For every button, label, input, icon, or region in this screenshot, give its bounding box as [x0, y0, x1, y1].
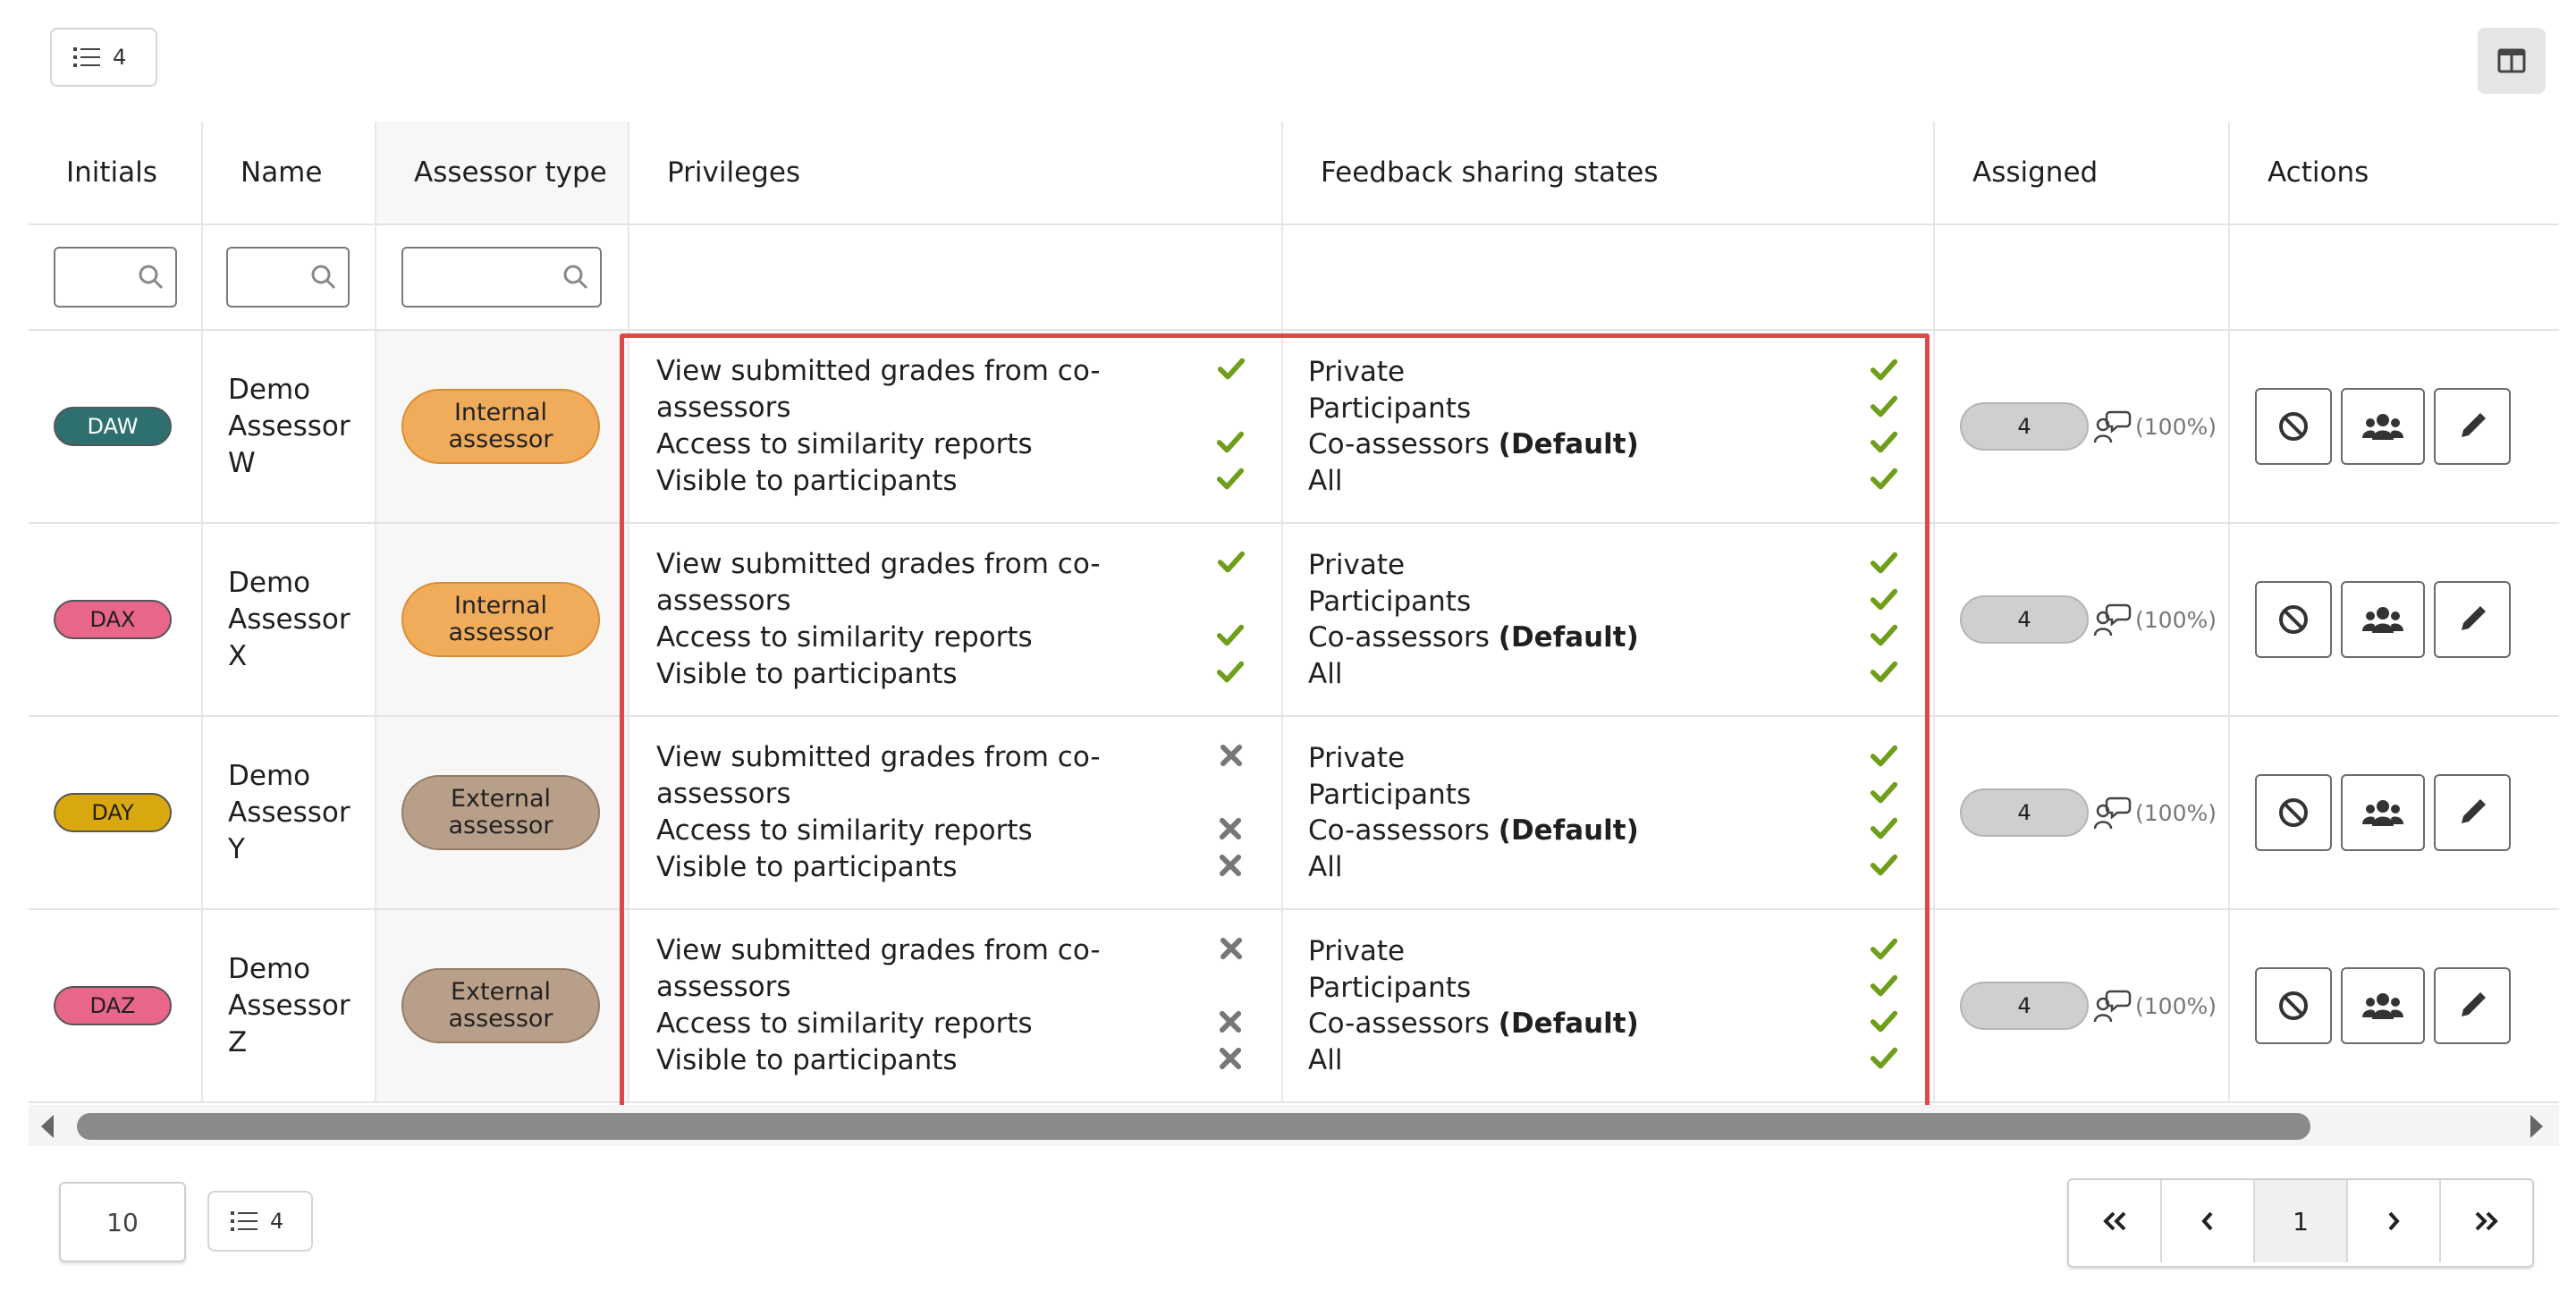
- col-header-assessor-type[interactable]: Assessor type: [376, 122, 629, 224]
- next-page-button[interactable]: [2348, 1180, 2441, 1262]
- assessor-name: Demo Assessor W: [228, 373, 351, 479]
- feedback-person-icon: [2092, 602, 2132, 637]
- search-icon: [138, 264, 165, 291]
- privilege-item: View submitted grades from co-assessors: [656, 932, 1246, 1006]
- assigned-count[interactable]: 4: [1960, 788, 2089, 837]
- double-chevron-left-icon: [2101, 1210, 2128, 1232]
- sharing-state-item: All: [1308, 656, 1900, 693]
- assessor-type-badge: Internal assessor: [401, 389, 600, 464]
- edit-button[interactable]: [2434, 388, 2511, 465]
- row-count-badge-top[interactable]: [50, 28, 157, 87]
- first-page-button[interactable]: [2069, 1180, 2162, 1262]
- assessor-name: Demo Assessor X: [228, 566, 351, 672]
- name-filter-input[interactable]: [226, 247, 350, 308]
- double-chevron-right-icon: [2473, 1210, 2500, 1232]
- sharing-state-item: Participants: [1308, 391, 1900, 427]
- manage-participants-button[interactable]: [2341, 581, 2425, 658]
- privilege-item: Access to similarity reports: [656, 813, 1246, 849]
- last-page-button[interactable]: [2441, 1180, 2532, 1262]
- assigned-count[interactable]: 4: [1960, 595, 2089, 644]
- row-count-text: 4: [270, 1209, 284, 1234]
- sharing-state-item: Participants: [1308, 970, 1900, 1007]
- col-header-actions[interactable]: Actions: [2229, 122, 2559, 224]
- assigned-percent: (100%): [2135, 413, 2217, 440]
- privilege-item: View submitted grades from co-assessors: [656, 353, 1246, 426]
- highlight-frame: [620, 333, 1930, 1118]
- chevron-left-icon: [2200, 1210, 2216, 1232]
- pencil-icon: [2456, 990, 2488, 1022]
- sharing-state-item: Private: [1308, 933, 1900, 970]
- assessor-name: Demo Assessor Y: [228, 759, 351, 865]
- assigned-count[interactable]: 4: [1960, 982, 2089, 1030]
- list-icon: [73, 46, 100, 69]
- ban-icon: [2276, 603, 2310, 637]
- feedback-person-icon: [2092, 409, 2132, 444]
- edit-button[interactable]: [2434, 774, 2511, 851]
- sharing-state-item: Participants: [1308, 777, 1900, 814]
- sharing-state-item: Private: [1308, 740, 1900, 777]
- privilege-item: Access to similarity reports: [656, 1006, 1246, 1042]
- users-icon: [2362, 991, 2403, 1021]
- initials-badge: DAX: [54, 600, 172, 639]
- privilege-item: Visible to participants: [656, 656, 1246, 693]
- assessor-type-badge: External assessor: [401, 775, 600, 850]
- ban-icon: [2276, 796, 2310, 830]
- initials-badge: DAZ: [54, 986, 172, 1025]
- assessor-type-filter-input[interactable]: [401, 247, 602, 308]
- scroll-left-icon[interactable]: [39, 1113, 57, 1140]
- pencil-icon: [2456, 410, 2488, 443]
- sharing-state-item: All: [1308, 849, 1900, 886]
- users-icon: [2362, 411, 2403, 442]
- edit-button[interactable]: [2434, 581, 2511, 658]
- row-count-badge-bottom[interactable]: [207, 1191, 313, 1252]
- horizontal-scrollbar-thumb[interactable]: [77, 1113, 2310, 1140]
- sharing-state-item: All: [1308, 1042, 1900, 1079]
- privilege-item: View submitted grades from co-assessors: [656, 546, 1246, 620]
- edit-button[interactable]: [2434, 967, 2511, 1044]
- prev-page-button[interactable]: [2162, 1180, 2255, 1262]
- feedback-person-icon: [2092, 795, 2132, 830]
- privilege-item: Access to similarity reports: [656, 426, 1246, 463]
- disable-button[interactable]: [2255, 774, 2332, 851]
- ban-icon: [2276, 409, 2310, 443]
- search-icon: [562, 264, 589, 291]
- assigned-percent: (100%): [2135, 992, 2217, 1019]
- privilege-item: Visible to participants: [656, 463, 1246, 500]
- sharing-state-item: Co-assessors (Default): [1308, 813, 1900, 849]
- users-icon: [2362, 604, 2403, 635]
- initials-badge: DAY: [54, 793, 172, 832]
- sharing-state-item: Co-assessors (Default): [1308, 1006, 1900, 1042]
- assessor-type-badge: External assessor: [401, 968, 600, 1043]
- privilege-item: Access to similarity reports: [656, 620, 1246, 656]
- page-size-select[interactable]: 10: [59, 1182, 186, 1262]
- scroll-right-icon[interactable]: [2527, 1113, 2545, 1140]
- assessor-type-badge: Internal assessor: [401, 582, 600, 657]
- pagination: [2067, 1178, 2534, 1268]
- row-count-text: 4: [113, 45, 127, 70]
- disable-button[interactable]: [2255, 581, 2332, 658]
- page-1-button[interactable]: 1: [2255, 1180, 2348, 1262]
- columns-layout-icon: [2497, 48, 2526, 73]
- assigned-percent: (100%): [2135, 799, 2217, 826]
- sharing-state-item: All: [1308, 463, 1900, 500]
- ban-icon: [2276, 989, 2310, 1023]
- disable-button[interactable]: [2255, 388, 2332, 465]
- list-icon: [231, 1210, 258, 1233]
- col-header-privileges[interactable]: Privileges: [629, 122, 1282, 224]
- privilege-item: Visible to participants: [656, 849, 1246, 886]
- disable-button[interactable]: [2255, 967, 2332, 1044]
- privilege-item: Visible to participants: [656, 1042, 1246, 1079]
- col-header-feedback-sharing[interactable]: Feedback sharing states: [1282, 122, 1934, 224]
- col-header-assigned[interactable]: Assigned: [1934, 122, 2229, 224]
- users-icon: [2362, 797, 2403, 828]
- col-header-name[interactable]: Name: [202, 122, 376, 224]
- sharing-state-item: Participants: [1308, 584, 1900, 620]
- assessor-name: Demo Assessor Z: [228, 952, 351, 1058]
- manage-participants-button[interactable]: [2341, 967, 2425, 1044]
- privilege-item: View submitted grades from co-assessors: [656, 739, 1246, 813]
- col-header-initials[interactable]: Initials: [29, 122, 202, 224]
- sharing-state-item: Co-assessors (Default): [1308, 426, 1900, 463]
- manage-participants-button[interactable]: [2341, 388, 2425, 465]
- manage-participants-button[interactable]: [2341, 774, 2425, 851]
- pencil-icon: [2456, 603, 2488, 636]
- search-icon: [310, 264, 337, 291]
- column-layout-button[interactable]: [2478, 28, 2546, 94]
- assigned-count[interactable]: 4: [1960, 402, 2089, 451]
- feedback-person-icon: [2092, 988, 2132, 1024]
- assigned-percent: (100%): [2135, 606, 2217, 633]
- chevron-right-icon: [2386, 1210, 2402, 1232]
- sharing-state-item: Private: [1308, 354, 1900, 391]
- sharing-state-item: Co-assessors (Default): [1308, 620, 1900, 656]
- initials-badge: DAW: [54, 407, 172, 446]
- initials-filter-input[interactable]: [54, 247, 177, 308]
- pencil-icon: [2456, 797, 2488, 829]
- sharing-state-item: Private: [1308, 547, 1900, 584]
